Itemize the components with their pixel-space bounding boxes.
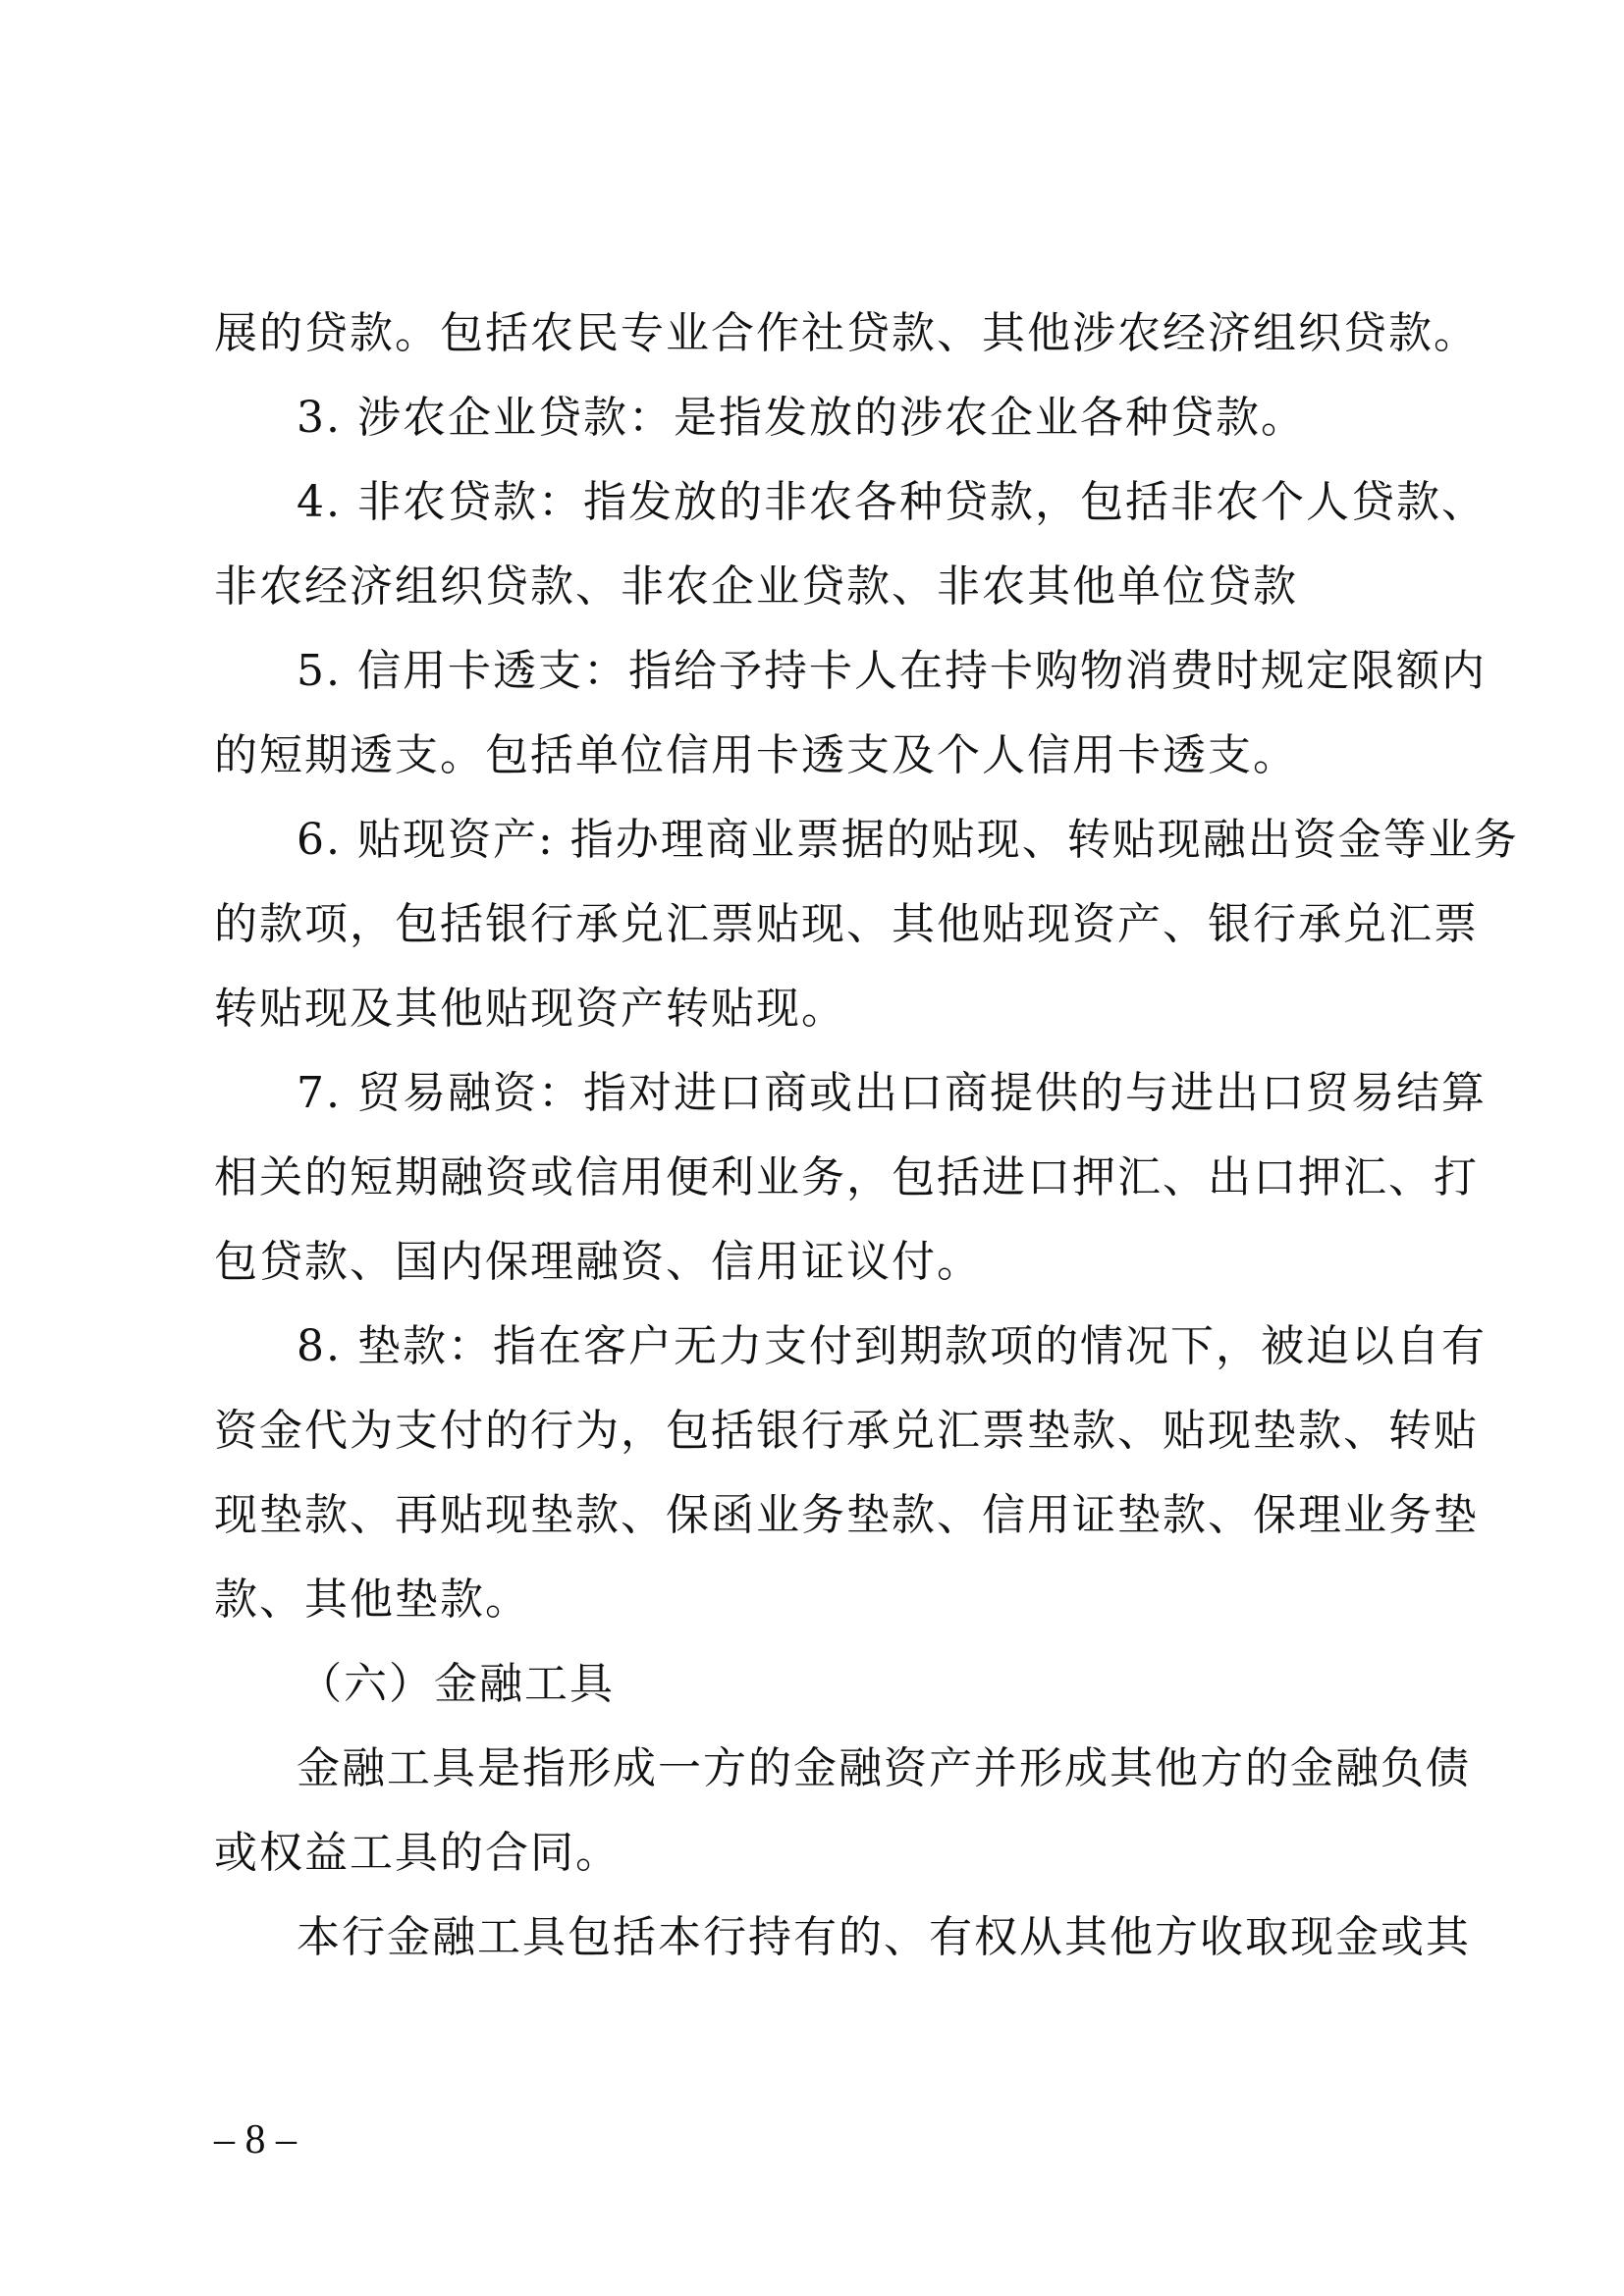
text-line: 展的贷款。包括农民专业合作社贷款、其他涉农经济组织贷款。 xyxy=(214,308,1479,358)
text-line: 非农经济组织贷款、非农企业贷款、非农其他单位贷款 xyxy=(214,561,1298,612)
text-line: 金融工具是指形成一方的金融资产并形成其他方的金融负债 xyxy=(297,1743,1471,1793)
text-line: 4. 非农贷款：指发放的非农各种贷款，包括非农个人贷款、 xyxy=(297,477,1487,527)
text-line: 资金代为支付的行为，包括银行承兑汇票垫款、贴现垫款、转贴 xyxy=(214,1406,1479,1456)
text-line: 的款项，包括银行承兑汇票贴现、其他贴现资产、银行承兑汇票 xyxy=(214,899,1479,949)
section-heading: （六）金融工具 xyxy=(298,1659,615,1709)
text-line: 8. 垫款：指在客户无力支付到期款项的情况下，被迫以自有 xyxy=(297,1321,1487,1371)
text-line: 3. 涉农企业贷款：是指发放的涉农企业各种贷款。 xyxy=(297,393,1306,443)
text-line: 相关的短期融资或信用便利业务，包括进口押汇、出口押汇、打 xyxy=(214,1152,1479,1202)
page-number: – 8 – xyxy=(214,2117,297,2163)
text-line: 的短期透支。包括单位信用卡透支及个人信用卡透支。 xyxy=(214,730,1298,780)
text-line: 现垫款、再贴现垫款、保函业务垫款、信用证垫款、保理业务垫 xyxy=(214,1490,1479,1540)
text-line: 5. 信用卡透支：指给予持卡人在持卡购物消费时规定限额内 xyxy=(297,646,1487,696)
text-line: 本行金融工具包括本行持有的、有权从其他方收取现金或其 xyxy=(297,1912,1471,1962)
text-line: 款、其他垫款。 xyxy=(214,1575,530,1625)
text-line: 包贷款、国内保理融资、信用证议付。 xyxy=(214,1237,982,1287)
text-line: 6. 贴现资产: 指办理商业票据的贴现、转贴现融出资金等业务 xyxy=(297,815,1519,865)
text-line: 7. 贸易融资：指对进口商或出口商提供的与进出口贸易结算 xyxy=(297,1068,1487,1118)
text-line: 或权益工具的合同。 xyxy=(214,1828,621,1878)
text-line: 转贴现及其他贴现资产转贴现。 xyxy=(214,984,846,1034)
